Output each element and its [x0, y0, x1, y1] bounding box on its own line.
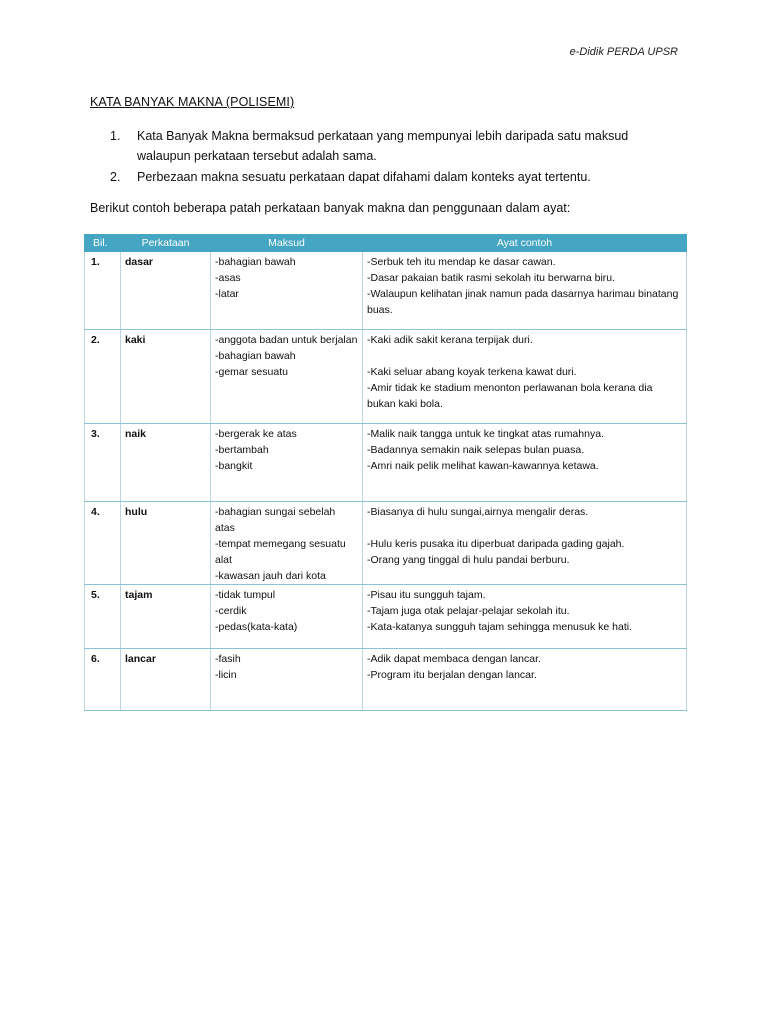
- polysemy-table: [84, 234, 687, 711]
- cell-sentences: [363, 330, 687, 424]
- sentence-line: -Biasanya di hulu sungai,airnya mengalir deras.: [367, 506, 589, 518]
- document-title: KATA BANYAK MAKNA (POLISEMI): [90, 95, 295, 109]
- table-header-row: [85, 235, 687, 252]
- cell-word: hulu: [121, 502, 211, 585]
- list-number: 1.: [110, 129, 121, 143]
- sentence-line: -Badannya semakin naik selepas bulan puasa.: [367, 444, 585, 456]
- cell-sentences: [363, 502, 687, 585]
- meaning-line: -fasih: [215, 653, 241, 665]
- list-text: Kata Banyak Makna bermaksud perkataan yang mempunyai lebih daripada satu maksud walaupun perkataan tersebut adalah sama.: [137, 129, 629, 163]
- sentence-gap: [367, 348, 682, 364]
- definition-list: [110, 126, 670, 188]
- cell-word: kaki: [121, 330, 211, 424]
- meaning-line: -bahagian bawah: [215, 350, 296, 362]
- sentence-line: -Program itu berjalan dengan lancar.: [367, 669, 537, 681]
- meaning-line: -bertambah: [215, 444, 269, 456]
- meaning-line: -tempat memegang sesuatu alat: [215, 538, 346, 566]
- meaning-line: -bahagian sungai sebelah atas: [215, 506, 336, 534]
- sentence-line: -Hulu keris pusaka itu diperbuat daripada gading gajah.: [367, 538, 625, 550]
- meaning-line: -tidak tumpul: [215, 589, 276, 601]
- sentence-line: -Adik dapat membaca dengan lancar.: [367, 653, 541, 665]
- meaning-line: -cerdik: [215, 605, 247, 617]
- table-row: [85, 252, 687, 330]
- cell-meanings: [211, 502, 363, 585]
- sentence-line: -Kata-katanya sungguh tajam sehingga menusuk ke hati.: [367, 621, 632, 633]
- sentence-line: -Kaki seluar abang koyak terkena kawat duri.: [367, 366, 577, 378]
- cell-sentences: [363, 424, 687, 502]
- sentence-line: -Malik naik tangga untuk ke tingkat atas rumahnya.: [367, 428, 604, 440]
- header-note: e-Didik PERDA UPSR: [569, 46, 678, 58]
- header-perkataan: Perkataan: [121, 235, 211, 252]
- cell-word: dasar: [121, 252, 211, 330]
- meaning-line: -latar: [215, 288, 239, 300]
- table-row: [85, 585, 687, 649]
- cell-meanings: [211, 649, 363, 711]
- sentence-line: -Pisau itu sungguh tajam.: [367, 589, 486, 601]
- sentence-line: -Amri naik pelik melihat kawan-kawannya ketawa.: [367, 460, 599, 472]
- table-row: [85, 502, 687, 585]
- meaning-line: -bahagian bawah: [215, 256, 296, 268]
- cell-sentences: [363, 252, 687, 330]
- sentence-gap: [367, 520, 682, 536]
- header-bil: Bil.: [85, 235, 121, 252]
- table-row: [85, 424, 687, 502]
- meaning-line: -anggota badan untuk berjalan: [215, 334, 358, 346]
- cell-bil: 2.: [85, 330, 121, 424]
- table-row: [85, 330, 687, 424]
- sentence-line: -Dasar pakaian batik rasmi sekolah itu berwarna biru.: [367, 272, 616, 284]
- list-item: [110, 167, 670, 187]
- meaning-line: -gemar sesuatu: [215, 366, 288, 378]
- meaning-line: -bangkit: [215, 460, 253, 472]
- cell-bil: 5.: [85, 585, 121, 649]
- list-text: Perbezaan makna sesuatu perkataan dapat difahami dalam konteks ayat tertentu.: [137, 170, 591, 184]
- sentence-line: -Serbuk teh itu mendap ke dasar cawan.: [367, 256, 556, 268]
- cell-bil: 6.: [85, 649, 121, 711]
- cell-word: lancar: [121, 649, 211, 711]
- cell-bil: 4.: [85, 502, 121, 585]
- cell-word: tajam: [121, 585, 211, 649]
- sentence-line: -Tajam juga otak pelajar-pelajar sekolah itu.: [367, 605, 570, 617]
- cell-meanings: [211, 424, 363, 502]
- meaning-line: -asas: [215, 272, 241, 284]
- cell-meanings: [211, 585, 363, 649]
- meaning-line: -pedas(kata-kata): [215, 621, 298, 633]
- header-maksud: Maksud: [211, 235, 363, 252]
- table-row: [85, 649, 687, 711]
- cell-sentences: [363, 649, 687, 711]
- meaning-line: -kawasan jauh dari kota: [215, 570, 326, 582]
- intro-text: Berikut contoh beberapa patah perkataan banyak makna dan penggunaan dalam ayat:: [90, 201, 571, 215]
- cell-sentences: [363, 585, 687, 649]
- list-item: [110, 126, 670, 166]
- cell-bil: 1.: [85, 252, 121, 330]
- header-ayat: Ayat contoh: [363, 235, 687, 252]
- sentence-line: -Amir tidak ke stadium menonton perlawanan bola kerana dia bukan kaki bola.: [367, 382, 653, 410]
- cell-meanings: [211, 252, 363, 330]
- sentence-line: -Walaupun kelihatan jinak namun pada dasarnya harimau binatang buas.: [367, 288, 679, 316]
- meaning-line: -bergerak ke atas: [215, 428, 297, 440]
- cell-meanings: [211, 330, 363, 424]
- cell-bil: 3.: [85, 424, 121, 502]
- sentence-line: -Orang yang tinggal di hulu pandai berburu.: [367, 554, 570, 566]
- meaning-line: -licin: [215, 669, 237, 681]
- list-number: 2.: [110, 170, 121, 184]
- cell-word: naik: [121, 424, 211, 502]
- sentence-line: -Kaki adik sakit kerana terpijak duri.: [367, 334, 533, 346]
